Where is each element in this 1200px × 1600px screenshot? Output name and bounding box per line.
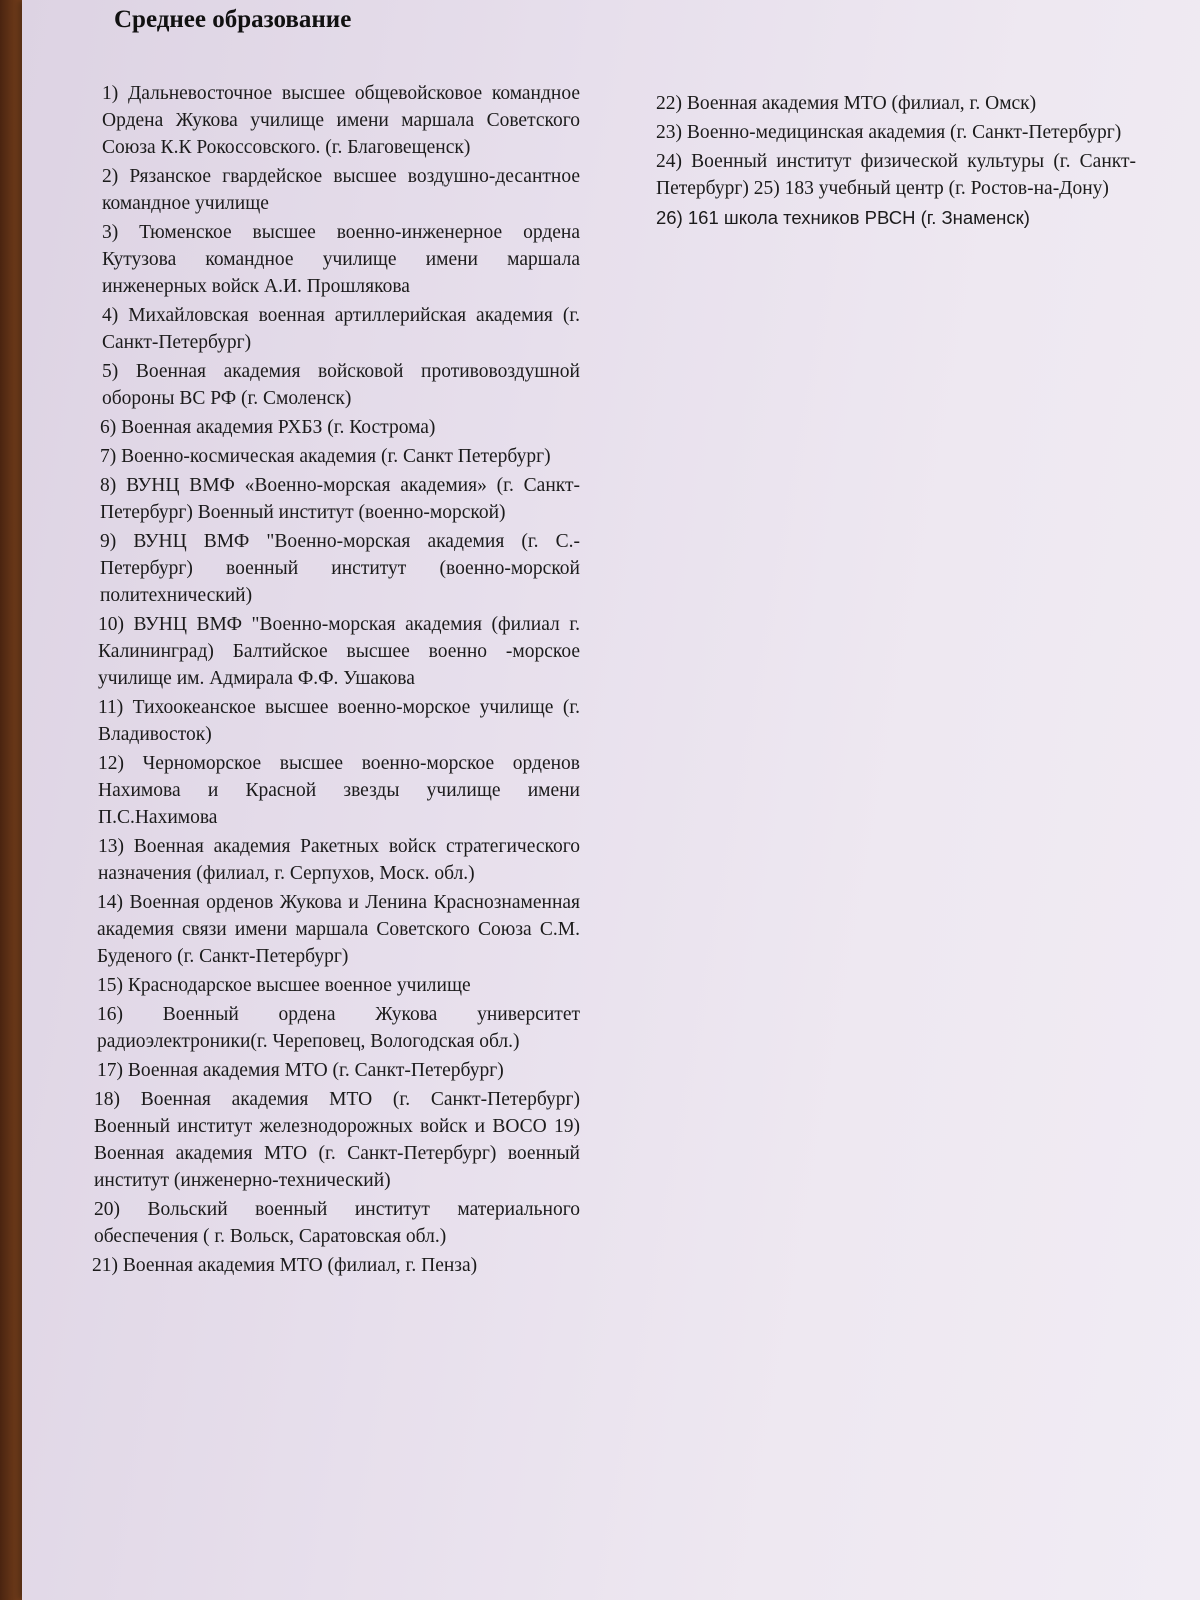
list-item-1: 1) Дальневосточное высшее общевойсковое командное Ордена Жукова училище имени маршала Советского Союза К.К Рокоссовского. (г. Благовещенск) bbox=[102, 83, 580, 158]
right-column bbox=[656, 90, 1136, 233]
left-column bbox=[92, 80, 580, 1281]
list-item-18-19: 18) Военная академия МТО (г. Санкт-Петербург) Военный институт железнодорожных войск и ВОСО 19) Военная академия МТО (г. Санкт-Петербург) военный институт (инженерно-технический) bbox=[94, 1089, 580, 1191]
list-item-7: 7) Военно-космическая академия (г. Санкт Петербург) bbox=[100, 446, 551, 467]
list-item-20: 20) Вольский военный институт материального обеспечения ( г. Вольск, Саратовская обл.) bbox=[94, 1199, 580, 1247]
list-item-23: 23) Военно-медицинская академия (г. Санкт-Петербург) bbox=[656, 122, 1122, 143]
list-item-12: 12) Черноморское высшее военно-морское орденов Нахимова и Красной звезды училище имени П.С.Нахимова bbox=[98, 753, 580, 828]
list-item-5: 5) Военная академия войсковой противовоздушной обороны ВС РФ (г. Смоленск) bbox=[102, 361, 580, 409]
list-item-17: 17) Военная академия МТО (г. Санкт-Петербург) bbox=[97, 1060, 504, 1081]
list-item-2: 2) Рязанское гвардейское высшее воздушно-десантное командное училище bbox=[102, 166, 580, 214]
list-item-21: 21) Военная академия МТО (филиал, г. Пенза) bbox=[92, 1255, 478, 1276]
list-item-4: 4) Михайловская военная артиллерийская академия (г. Санкт-Петербург) bbox=[102, 305, 580, 353]
paper-sheet bbox=[22, 0, 1200, 1600]
list-item-13: 13) Военная академия Ракетных войск стратегического назначения (филиал, г. Серпухов, Моск. обл.) bbox=[98, 836, 580, 884]
list-item-8: 8) ВУНЦ ВМФ «Военно-морская академия» (г. Санкт-Петербург) Военный институт (военно-морской) bbox=[100, 475, 580, 523]
document-title: Среднее образование bbox=[114, 6, 352, 33]
list-item-10: 10) ВУНЦ ВМФ "Военно-морская академия (филиал г. Калининград) Балтийское высшее военно -морское училище им. Адмирала Ф.Ф. Ушакова bbox=[98, 614, 580, 689]
list-item-11: 11) Тихоокеанское высшее военно-морское училище (г. Владивосток) bbox=[98, 697, 580, 745]
list-item-9: 9) ВУНЦ ВМФ "Военно-морская академия (г. С.-Петербург) военный институт (военно-морской политехнический) bbox=[100, 531, 580, 606]
list-item-3: 3) Тюменское высшее военно-инженерное ордена Кутузова командное училище имени маршала инженерных войск А.И. Прошлякова bbox=[102, 222, 580, 297]
list-item-15: 15) Краснодарское высшее военное училище bbox=[97, 975, 471, 996]
list-item-16: 16) Военный ордена Жукова университет радиоэлектроники(г. Череповец, Вологодская обл.) bbox=[97, 1004, 580, 1052]
list-item-24-25: 24) Военный институт физической культуры (г. Санкт-Петербург) 25) 183 учебный центр (г. Ростов-на-Дону) bbox=[656, 151, 1136, 199]
list-item-6: 6) Военная академия РХБЗ (г. Кострома) bbox=[100, 417, 436, 438]
list-item-22: 22) Военная академия МТО (филиал, г. Омск) bbox=[656, 93, 1037, 114]
list-item-14: 14) Военная орденов Жукова и Ленина Краснознаменная академия связи имени маршала Советского Союза С.М. Буденого (г. Санкт-Петербург) bbox=[97, 892, 580, 967]
list-item-26: 26) 161 школа техников РВСН (г. Знаменск) bbox=[656, 207, 1030, 228]
